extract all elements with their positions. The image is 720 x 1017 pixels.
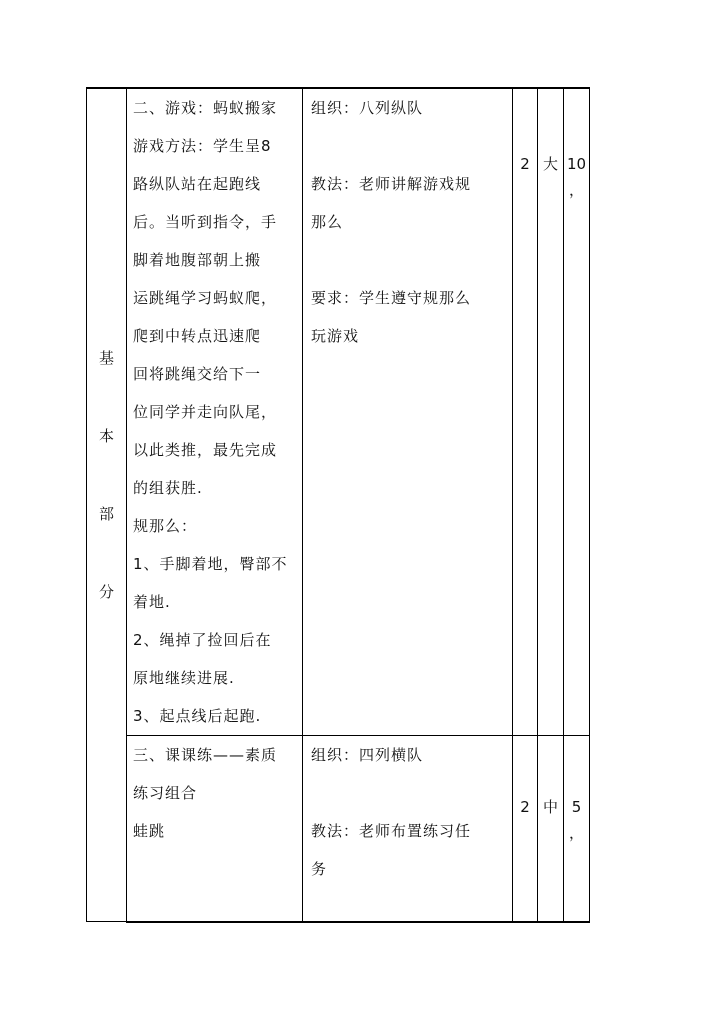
count-value: 2 — [520, 798, 530, 816]
organization-cell — [303, 88, 513, 736]
lesson-plan-table — [86, 87, 590, 923]
content-line: 位同学并走向队尾， — [133, 403, 278, 421]
section-label-char: 本 — [98, 427, 114, 445]
time-line: 10 — [566, 155, 587, 173]
count-cell — [513, 736, 538, 922]
time-line: ， — [568, 824, 584, 842]
time-value — [564, 736, 589, 846]
content-line: 2、绳掉了捡回后在 — [133, 631, 272, 649]
table-row-game — [87, 88, 590, 736]
content-line: 蛙跳 — [133, 822, 166, 840]
content-line: 三、课课练——素质 — [133, 746, 278, 764]
section-label-cell — [87, 88, 127, 922]
content-line: 3、起点线后起跑. — [133, 707, 262, 725]
content-line: 后。当听到指令，手 — [133, 213, 278, 231]
count-cell — [513, 88, 538, 736]
time-value — [564, 89, 589, 203]
content-cell — [127, 736, 303, 922]
content-line: 路纵队站在起跑线 — [133, 175, 262, 193]
method-line: 那么 — [311, 213, 344, 231]
content-line: 规那么： — [133, 517, 198, 535]
section-label-char: 基 — [98, 349, 114, 367]
time-cell — [564, 736, 590, 922]
section-label — [87, 89, 126, 631]
time-cell — [564, 88, 590, 736]
organization-line: 组织：四列横队 — [311, 746, 424, 764]
organization-cell — [303, 736, 513, 922]
requirement-line: 要求：学生遵守规那么 — [311, 289, 472, 307]
content-line: 的组获胜. — [133, 479, 203, 497]
content-line: 二、游戏：蚂蚁搬家 — [133, 99, 278, 117]
organization-line: 组织：八列纵队 — [311, 99, 424, 117]
content-cell — [127, 88, 303, 736]
time-line: 5 — [571, 798, 582, 816]
requirement-line: 玩游戏 — [311, 327, 360, 345]
content-line: 1、手脚着地，臀部不 — [133, 555, 288, 573]
exercise-organization — [303, 736, 512, 888]
method-line: 教法：老师布置练习任 — [311, 822, 472, 840]
game-organization — [303, 89, 512, 355]
content-line: 运跳绳学习蚂蚁爬， — [133, 289, 278, 307]
section-label-char: 分 — [98, 583, 114, 601]
intensity-cell — [538, 88, 564, 736]
content-line: 爬到中转点迅速爬 — [133, 327, 262, 345]
content-line: 以此类推，最先完成 — [133, 441, 278, 459]
content-line: 练习组合 — [133, 784, 198, 802]
content-line: 着地. — [133, 593, 171, 611]
intensity-value: 大 — [542, 155, 558, 173]
content-line: 原地继续进展. — [133, 669, 235, 687]
content-line: 脚着地腹部朝上搬 — [133, 251, 262, 269]
content-line: 游戏方法：学生呈8 — [133, 137, 272, 155]
table-row-exercise — [87, 736, 590, 922]
content-line: 回将跳绳交给下一 — [133, 365, 262, 383]
intensity-cell — [538, 736, 564, 922]
exercise-content — [127, 736, 302, 850]
intensity-value: 中 — [542, 798, 558, 816]
section-label-char: 部 — [98, 505, 114, 523]
method-line: 务 — [311, 860, 328, 878]
method-line: 教法：老师讲解游戏规 — [311, 175, 472, 193]
game-content — [127, 89, 302, 735]
time-line: ， — [568, 181, 584, 199]
count-value: 2 — [520, 155, 530, 173]
